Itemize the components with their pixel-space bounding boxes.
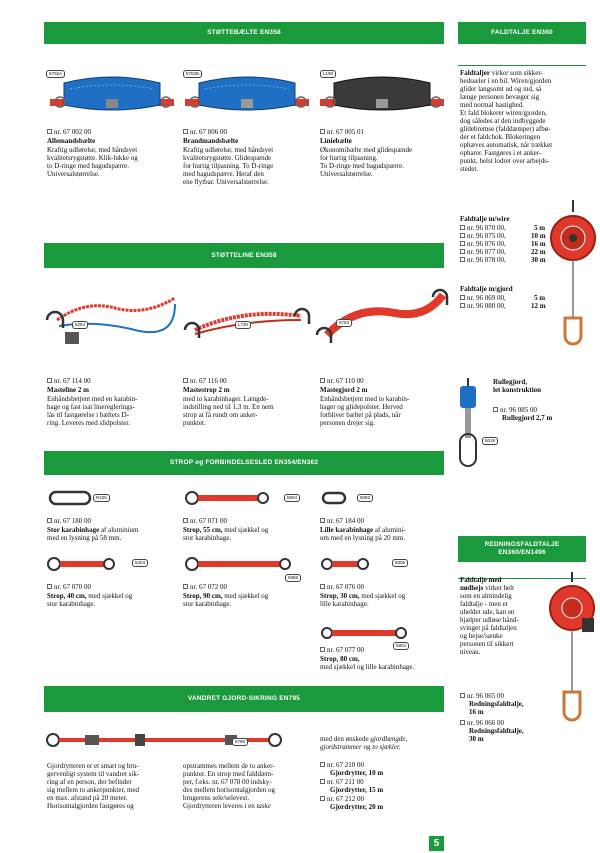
product-desc: hager og glidepolster. Herved (320, 403, 403, 411)
section-title: VANDRET GJORD-SIKRING EN795 (187, 695, 301, 702)
strop-image (320, 556, 400, 572)
section-bar-faldtalje (458, 22, 586, 44)
product-desc: Universalstørrelse. (320, 170, 373, 178)
paragraph-line: virker som sikker- (489, 69, 543, 77)
paragraph-line: uheldet ude, kan en (460, 608, 515, 616)
product-desc: Enhåndsbetjent med to karabin- (320, 395, 410, 403)
product-desc: um med en lysning på 20 mm. (320, 534, 405, 542)
product-length: 16 m (531, 240, 546, 248)
checkbox[interactable] (460, 257, 465, 262)
checkbox[interactable] (47, 378, 52, 383)
product-length: 30 m (469, 735, 484, 743)
product-number: nr. 67 006 00 (190, 128, 227, 136)
checkbox[interactable] (320, 584, 325, 589)
section-title: STROP og FORBINDELSESLED EN354/EN362 (169, 459, 319, 466)
product-desc: af aluminium (99, 526, 139, 534)
list-title: Faldtalje m/gjord (460, 285, 513, 293)
product-number: nr. 67 005 01 (327, 128, 364, 136)
paragraph-line: Gjordrytteren er et smart og bru- (47, 762, 139, 770)
line-image-mastestrop (183, 290, 313, 350)
checkbox[interactable] (183, 584, 188, 589)
product-name: Strop, 80 cm, (320, 655, 360, 663)
list-title: Faldtalje m/wire (460, 215, 510, 223)
paragraph-line: Horisontalgjorden fastgøres og (47, 802, 134, 810)
product-length: 22 m (531, 248, 546, 256)
product-desc: med sjækkel og (222, 526, 269, 534)
checkbox[interactable] (47, 129, 52, 134)
product-desc: med to karabinhager. Længde- (183, 395, 269, 403)
product-number: nr. 67 076 00 (327, 583, 364, 591)
product-number: nr. 67 180 00 (54, 517, 91, 525)
checkbox[interactable] (47, 518, 52, 523)
paragraph-line: ophæves automatisk, når trækket (460, 141, 553, 149)
product-desc: indstilling ned til 1,3 m. En nem (183, 403, 274, 411)
section-bar-vandret (44, 686, 444, 712)
paragraph-line: en max. afstand på 20 meter. (47, 794, 128, 802)
section-bar-stotteline (44, 243, 444, 268)
product-name: Mastestrop 2 m (183, 386, 230, 394)
product-number: nr. 96 077 00, (467, 248, 506, 256)
paragraph-line: Et fald blokerer wiren/gjorden, (460, 109, 547, 117)
belt-image-allemand (50, 75, 180, 125)
paragraph-line: personen til sikkert (460, 640, 514, 648)
product-number: nr. 67 002 00 (54, 128, 91, 136)
product-number: nr. 96 070 00, (467, 224, 506, 232)
paragraph-line: med normal hastighed. (460, 101, 524, 109)
checkbox[interactable] (460, 303, 465, 308)
product-number: nr. 96 076 00, (467, 240, 506, 248)
checkbox[interactable] (320, 779, 325, 784)
product-desc: stor karabinhage. (183, 534, 232, 542)
paragraph-line: og (363, 743, 371, 751)
strop-image (184, 556, 294, 572)
product-desc: for hurtig tilpasning. (320, 154, 378, 162)
product-number: nr. 67 116 00 (190, 377, 227, 385)
belt-image-linie (320, 75, 450, 125)
product-desc: Universalstørrelse. (47, 170, 100, 178)
product-desc: kvalitetsrygstøtte. Klik-lukke og (47, 154, 138, 162)
product-desc: strop at få rundt om anker- (183, 411, 258, 419)
paragraph-emphasis: taske (256, 802, 271, 810)
paragraph-line: faldtalje - men er (460, 600, 509, 608)
product-desc: af alumini- (373, 526, 406, 534)
checkbox[interactable] (320, 796, 325, 801)
paragraph-line: gervenligt system til vandret sik- (47, 770, 140, 778)
product-desc: Kraftig udførelse, med håndsyet (47, 146, 138, 154)
product-number: nr. 67 070 00 (54, 583, 91, 591)
section-title: FALDTALJE EN360 (491, 29, 553, 36)
product-desc: stor karabinhage. (47, 600, 96, 608)
product-name: Rullegjord 2,7 m (502, 414, 553, 422)
carabiner-small-image (320, 490, 350, 506)
checkbox[interactable] (183, 129, 188, 134)
section-bar-strop (44, 451, 444, 475)
product-length: 5 m (534, 294, 546, 302)
product-number: nr. 67 077 00 (327, 646, 364, 654)
rullegjord-image (456, 378, 480, 468)
product-desc: ene flytbar. Universalstørrelse. (183, 178, 269, 186)
line-image-mastegjord (315, 285, 450, 350)
sku-label: 5702B (183, 70, 202, 78)
product-length: 5 m (534, 224, 546, 232)
section-bar-redning (458, 536, 586, 562)
paragraph-emphasis: to sjækler. (372, 743, 401, 751)
paragraph-line: punkt, helst lodret over arbejds- (460, 157, 550, 165)
product-name: Lille karabinhage (320, 526, 374, 534)
section-title: STØTTEBÆLTE EN358 (207, 29, 281, 36)
paragraph-line: opstrammes mellem de to anker- (183, 762, 275, 770)
product-name: Masteline 2 m (47, 386, 89, 394)
checkbox[interactable] (183, 378, 188, 383)
product-desc: to D-ringe med bagudspærre. (47, 162, 130, 170)
paragraph-line: med den ønskede (320, 735, 369, 743)
product-number: nr. 96 080 00, (467, 302, 506, 310)
product-number: nr. 67 212 00 (327, 795, 364, 803)
intro-bold: Faldtalje med (460, 576, 502, 584)
section-title-line1: REDNINGSFALDTALJE (484, 541, 560, 548)
strop-image (184, 490, 284, 506)
paragraph-line: ring af en person, der befinder (47, 778, 132, 786)
sku-label: 5019 (482, 437, 498, 445)
product-name: Gjordrytter, 20 m (330, 803, 384, 811)
product-length: 10 m (531, 232, 546, 240)
product-number: nr. 67 071 00 (190, 517, 227, 525)
paragraph-line: længe personen bevæger sig (460, 93, 540, 101)
checkbox[interactable] (460, 233, 465, 238)
product-name: Brandmandsbælte (183, 137, 239, 145)
paragraph-line: hjælper udløse hånd- (460, 616, 519, 624)
product-number: nr. 96 066 00 (467, 719, 504, 727)
checkbox[interactable] (320, 762, 325, 767)
product-desc: med sjækkel og lille karabinhage. (320, 663, 415, 671)
product-number: nr. 67 110 00 (327, 377, 364, 385)
product-desc: for hurtig tilpasning. To D-ringe (183, 162, 274, 170)
section-bar-stottebaelte (44, 22, 444, 44)
paragraph-line: stedet. (460, 165, 479, 173)
strop-image (320, 625, 420, 641)
checkbox[interactable] (320, 518, 325, 523)
sku-label: L190 (320, 70, 336, 78)
product-desc: lille karabinhage. (320, 600, 369, 608)
paragraph-emphasis: gjordlængde, (370, 735, 408, 743)
product-name: Strop, 55 cm, (183, 526, 223, 534)
checkbox[interactable] (47, 584, 52, 589)
paragraph-line: des mellem horisontalgjorden og (183, 786, 275, 794)
section-title-line2: EN360/EN1496 (498, 549, 546, 556)
carabiner-large-image (46, 490, 96, 506)
checkbox[interactable] (460, 720, 465, 725)
product-number: nr. 67 184 00 (327, 517, 364, 525)
checkbox[interactable] (493, 407, 498, 412)
product-name: Gjordrytter, 15 m (330, 786, 384, 794)
checkbox[interactable] (460, 225, 465, 230)
product-desc: med sjækkel og (86, 592, 133, 600)
product-desc: hage og fast isat linereglerings- (47, 403, 135, 411)
product-number: nr. 96 085 00 (500, 406, 537, 414)
checkbox[interactable] (460, 249, 465, 254)
product-number: nr. 96 065 00 (467, 692, 504, 700)
product-desc: lås til fastgørelse i bæltets D- (47, 411, 129, 419)
checkbox[interactable] (460, 295, 465, 300)
product-name: Liniebælte (320, 137, 352, 145)
product-name: Gjordrytter, 10 m (330, 769, 384, 777)
product-desc: punktet. (183, 419, 206, 427)
sku-label: 5783 (336, 319, 352, 327)
page-number: 5 (429, 836, 444, 851)
product-length: 30 m (531, 256, 546, 264)
redning-device-image (548, 572, 596, 742)
sku-label: L730 (235, 321, 251, 329)
paragraph-line: opharer. Fastgøres i et anker- (460, 149, 542, 157)
paragraph-line: sig mellem to ankerpunkter, med (47, 786, 140, 794)
sku-label: 5804 (284, 494, 300, 502)
product-name: Strop, 40 cm, (47, 592, 87, 600)
paragraph-line: Gjordrytteren leveres i en (183, 802, 255, 810)
paragraph-line: brugerens sele/selevest. (183, 794, 250, 802)
paragraph-line: punkter. En strop med falddæm- (183, 770, 274, 778)
product-desc: forbliver bæltet på plads, når (320, 411, 401, 419)
sku-label: 5790 (232, 738, 248, 746)
product-name: Mastegjord 2 m (320, 386, 368, 394)
product-desc: kvalitetsrygstøtte. Glidespænde (183, 154, 272, 162)
product-number: nr. 67 211 00 (327, 778, 364, 786)
product-desc: To D-ringe med bagudspærre. (320, 162, 404, 170)
checkbox[interactable] (320, 378, 325, 383)
horizontal-line-image (45, 730, 285, 750)
sku-label: 5404 (132, 559, 148, 567)
product-name: Strop, 90 cm, (183, 592, 223, 600)
product-desc: personen drejer sig. (320, 419, 376, 427)
checkbox[interactable] (460, 693, 465, 698)
paragraph-line: glidebremse (falddæmper) afbø- (460, 125, 551, 133)
product-number: nr. 96 078 00, (467, 256, 506, 264)
product-name: Rullegjord, (493, 378, 528, 386)
sku-label: R425 (93, 494, 110, 502)
product-desc: Økonomibælte med glidespænde (320, 146, 413, 154)
faldtalje-device-image (550, 198, 596, 358)
sku-label: 5254 (72, 321, 88, 329)
paragraph-line: glider langsomt ud og ind, så (460, 85, 542, 93)
sku-label: 5804 (393, 642, 409, 650)
product-desc: stor karabinhage. (183, 600, 232, 608)
sku-label: 5702A (46, 70, 65, 78)
sku-label: 5806 (392, 559, 408, 567)
product-desc: med en lysning på 58 mm. (47, 534, 122, 542)
sku-label: 5083 (357, 494, 373, 502)
product-name: Redningsfaldtalje, (469, 727, 524, 735)
paragraph-line: hedsseler i en bil. Wiren/gjorden (460, 77, 552, 85)
sku-label: 5856 (285, 574, 301, 582)
paragraph-line: svinget på faldtaljen (460, 624, 517, 632)
product-desc: med sjækkel og (222, 592, 269, 600)
separator (458, 65, 586, 66)
checkbox[interactable] (183, 518, 188, 523)
paragraph-line: og hejse/sænke (460, 632, 503, 640)
paragraph-emphasis: gjordstrammer (320, 743, 362, 751)
paragraph-line: der et faldchok. Blokeringen (460, 133, 541, 141)
product-name: Redningsfaldtalje, (469, 700, 524, 708)
paragraph-line: niveau. (460, 648, 481, 656)
belt-image-brandmand (185, 75, 315, 125)
product-name: Allemandsbælte (47, 137, 96, 145)
product-desc: Enhåndsbetjent med en karabin- (47, 395, 138, 403)
intro-bold: nødhejs (460, 584, 484, 592)
checkbox[interactable] (460, 241, 465, 246)
product-number: nr. 67 114 00 (54, 377, 91, 385)
product-length: 12 m (531, 302, 546, 310)
checkbox[interactable] (320, 647, 325, 652)
product-name: Strop, 30 cm, (320, 592, 360, 600)
product-number: nr. 67 072 00 (190, 583, 227, 591)
product-desc: med sjækkel og (359, 592, 406, 600)
paragraph-line: per, f.eks. nr. 67 078 00 indsky- (183, 778, 272, 786)
intro-bold: Faldtaljer (460, 69, 490, 77)
product-name: Stor karabinhage (47, 526, 100, 534)
product-number: nr. 67 210 00 (327, 761, 364, 769)
strop-image (46, 556, 136, 572)
checkbox[interactable] (320, 129, 325, 134)
paragraph-line: som en almindelig (460, 592, 512, 600)
product-length: 16 m (469, 708, 484, 716)
line-image-masteline (45, 290, 180, 350)
section-title: STØTTELINE EN358 (211, 251, 277, 259)
product-desc: Kraftig udførelse, med håndsyet (183, 146, 274, 154)
product-number: nr. 96 075 00, (467, 232, 506, 240)
product-desc: ring. Leveres med slidpolster. (47, 419, 131, 427)
product-number: nr. 96 069 00, (467, 294, 506, 302)
product-name: let konstruktion (493, 386, 542, 394)
paragraph-line: virker helt (483, 584, 515, 592)
product-desc: med bagudspærre. Heraf den (183, 170, 264, 178)
paragraph-line: dog således at den indbyggede (460, 117, 546, 125)
